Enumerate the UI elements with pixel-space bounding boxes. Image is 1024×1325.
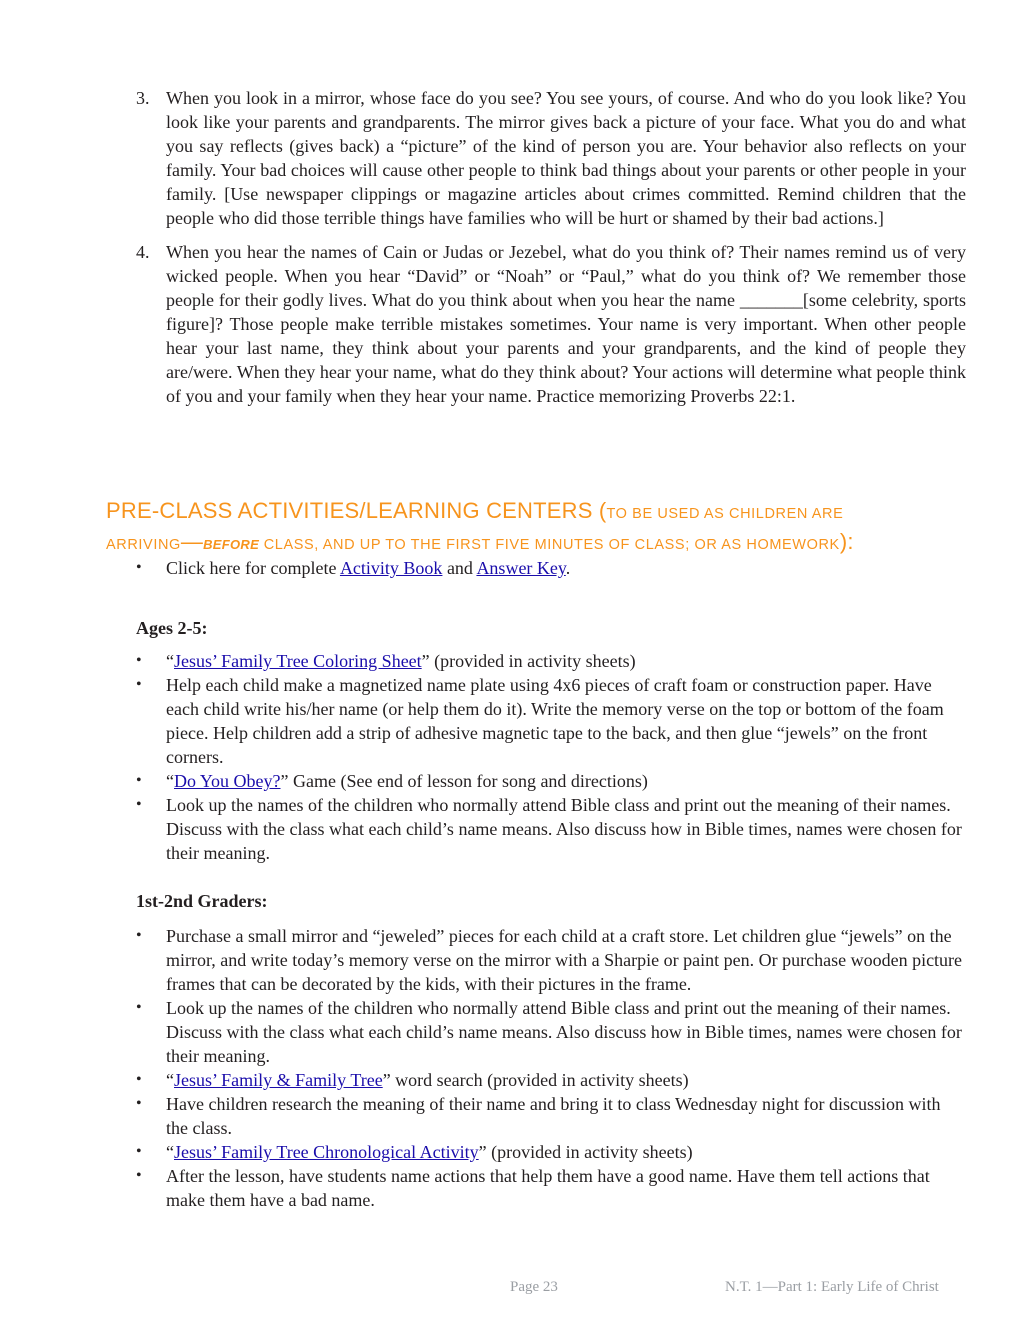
- graders-list: [136, 924, 966, 1212]
- bullet: •: [136, 772, 142, 789]
- heading-main: PRE-CLASS ACTIVITIES/LEARNING CENTERS (: [106, 498, 607, 523]
- chronological-activity-link[interactable]: Jesus’ Family Tree Chronological Activity: [174, 1142, 479, 1162]
- list-item: [136, 1068, 966, 1092]
- bullet: •: [136, 676, 142, 693]
- item-text: After the lesson, have students name actions that help them have a good name. Have them tell actions that make them have a bad name.: [166, 1166, 930, 1210]
- item-text: Help each child make a magnetized name plate using 4x6 pieces of craft foam or construction paper. Have each child write his/her name (or help them do it). Write the memory verse on the top or bottom of the foam piece. Help children add a strip of adhesive magnetic tape to the back, and then glue “jewels” on the front corners.: [166, 675, 944, 767]
- heading-before: BEFORE: [203, 537, 260, 552]
- heading-close: ):: [839, 529, 854, 554]
- numbered-list: [136, 86, 966, 408]
- list-item: [136, 769, 966, 793]
- bullet: •: [136, 1167, 142, 1184]
- section-heading: [106, 497, 966, 559]
- do-you-obey-link[interactable]: Do You Obey?: [174, 771, 281, 791]
- item-text: ” (provided in activity sheets): [421, 651, 636, 671]
- list-item: [136, 1164, 966, 1212]
- item-text: Look up the names of the children who normally attend Bible class and print out the meaning of their names. Discuss with the class what each child’s name means. Also discuss how in Bible times, names were chosen for their meaning.: [166, 795, 962, 863]
- intro-text: and: [442, 558, 477, 578]
- item-text: When you look in a mirror, whose face do you see? You see yours, of course. And who do you look like? You look like your parents and grandparents. The mirror gives back a picture of your face. What you do and what you say reflects (gives back) a “picture” of the kind of person you are. Your behavior also reflects on your family. Your bad choices will cause other people to think bad things about your parents or other people in your family. [Use newspaper clippings or magazine articles about crimes committed. Remind children that the people who did those terrible things have families who will be hurt or shamed by their bad actions.]: [166, 88, 966, 228]
- heading-smallcaps-1: TO BE USED AS CHILDREN ARE: [606, 506, 844, 522]
- intro-list: [136, 556, 966, 580]
- list-item: [136, 1092, 966, 1140]
- quote: “: [166, 1142, 174, 1162]
- heading-smallcaps-2: ARRIVING: [106, 537, 181, 553]
- bullet: •: [136, 559, 142, 576]
- list-item: [136, 793, 966, 865]
- ages-heading: Ages 2-5:: [136, 618, 208, 638]
- numbered-item-4: [136, 240, 966, 408]
- heading-smallcaps-3: CLASS, AND UP TO THE FIRST FIVE MINUTES OF CLASS; OR AS HOMEWORK: [259, 537, 840, 553]
- item-text: Have children research the meaning of their name and bring it to class Wednesday night for discussion with the class.: [166, 1094, 941, 1138]
- page-number: Page 23: [510, 1279, 558, 1295]
- bullet: •: [136, 927, 142, 944]
- intro-text: .: [565, 558, 571, 578]
- list-item: [136, 996, 966, 1068]
- bullet: •: [136, 652, 142, 669]
- item-text: Look up the names of the children who normally attend Bible class and print out the meaning of their names. Discuss with the class what each child’s name means. Also discuss how in Bible times, names were chosen for their meaning.: [166, 998, 962, 1066]
- item-text: ” (provided in activity sheets): [478, 1142, 693, 1162]
- ages-list: [136, 649, 966, 865]
- list-item: [136, 649, 966, 673]
- graders-heading: 1st-2nd Graders:: [136, 891, 268, 911]
- quote: “: [166, 771, 174, 791]
- item-number: 3.: [136, 88, 150, 108]
- bullet: •: [136, 1071, 142, 1088]
- list-item: [136, 1140, 966, 1164]
- bullet: •: [136, 796, 142, 813]
- item-text: Purchase a small mirror and “jeweled” pieces for each child at a craft store. Let children glue “jewels” on the mirror, and write today’s memory verse on the mirror with a Sharpie or paint pen. Or purchase wooden picture frames that can be decorated by the kids, with their pictures in the frame.: [166, 926, 963, 994]
- item-text: ” Game (See end of lesson for song and directions): [280, 771, 648, 791]
- bullet: •: [136, 1095, 142, 1112]
- heading-dash: —: [180, 529, 204, 554]
- activity-book-link[interactable]: Activity Book: [339, 558, 443, 578]
- bullet: •: [136, 1143, 142, 1160]
- bullet: •: [136, 999, 142, 1016]
- quote: “: [166, 651, 174, 671]
- item-text: When you hear the names of Cain or Judas or Jezebel, what do you think of? Their names remind us of very wicked people. When you hear “David” or “Noah” or “Paul,” what do you think of? We remember those people for their godly lives. What do you think about when you hear the name _______[some celebrity, sports figure]? Those people make terrible mistakes sometimes. Your name is very important. When other people hear your last name, they think about your parents and your grandparents, and the kind of people they are/were. When they hear your name, what do they think about? Your actions will determine what people think of you and your family when they hear your name. Practice memorizing Proverbs 22:1.: [166, 242, 966, 406]
- item-text: ” word search (provided in activity sheets): [382, 1070, 689, 1090]
- numbered-item-3: [136, 86, 966, 230]
- family-tree-word-search-link[interactable]: Jesus’ Family & Family Tree: [174, 1070, 383, 1090]
- intro-text: Click here for complete: [166, 558, 340, 578]
- footer-title: N.T. 1—Part 1: Early Life of Christ: [725, 1279, 939, 1295]
- list-item: [136, 556, 966, 580]
- list-item: [136, 673, 966, 769]
- quote: “: [166, 1070, 174, 1090]
- list-item: [136, 924, 966, 996]
- answer-key-link[interactable]: Answer Key: [476, 558, 566, 578]
- coloring-sheet-link[interactable]: Jesus’ Family Tree Coloring Sheet: [174, 651, 422, 671]
- item-number: 4.: [136, 242, 150, 262]
